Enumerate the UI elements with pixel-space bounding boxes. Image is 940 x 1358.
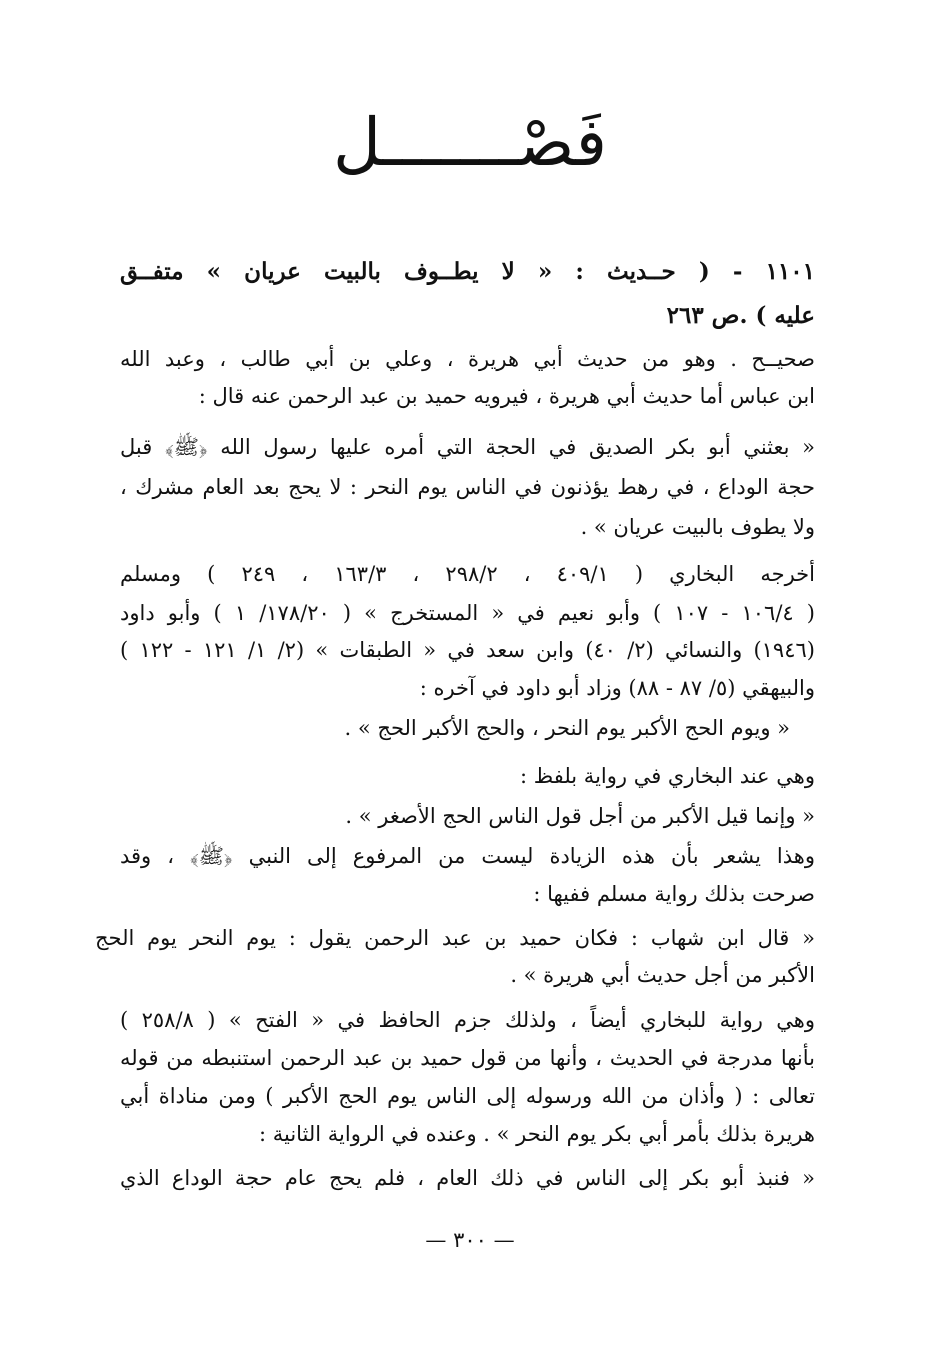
text-line: وهي رواية للبخاري أيضاً ، ولذلك جزم الحافظ في « الفتح » ( ٢٥٨/٨ ) xyxy=(120,1008,815,1032)
text-line: تعالى : ( وأذان من الله ورسوله إلى الناس يوم الحج الأكبر ) ومن مناداة أبي xyxy=(120,1084,815,1108)
text-line: والبيهقي (٥/ ٨٧ - ٨٨) وزاد أبو داود في آخره : xyxy=(419,676,815,700)
text-line: أخرجه البخاري ( ٤٠٩/١ ، ٢٩٨/٢ ، ١٦٣/٣ ، ٢٤٩ ) ومسلم xyxy=(120,562,816,586)
hadith-title-line-2: عليه ) .ص ٢٦٣ xyxy=(666,302,815,329)
text-line: وهذا يشعر بأن هذه الزيادة ليست من المرفوع إلى النبي ﴿ﷺ﴾ ، وقد xyxy=(120,844,815,868)
page-number: — ٣٠٠ — xyxy=(425,1228,515,1252)
text-line: ابن عباس أما حديث أبي هريرة ، فيرويه حميد بن عبد الرحمن عنه قال : xyxy=(198,384,815,408)
quote-line: « وإنما قيل الأكبر من أجل قول الناس الحج الأصغر » . xyxy=(345,804,815,828)
hadith-title-line-1: ١١٠١ - ( حــديث : « لا يطــوف بالبيت عريان » متفــق xyxy=(120,258,815,285)
quote-line: « بعثني أبو بكر الصديق في الحجة التي أمره عليها رسول الله ﴿ﷺ﴾ قبل xyxy=(120,435,815,459)
quote-line: الأكبر من أجل حديث أبي هريرة » . xyxy=(510,963,815,987)
quote-line: « ويوم الحج الأكبر يوم النحر ، والحج الأكبر الحج » . xyxy=(344,716,790,740)
text-line: هريرة بذلك بأمر أبي بكر يوم النحر » . وعنده في الرواية الثانية : xyxy=(258,1122,815,1146)
text-line: صحيــح . وهو من حديث أبي هريرة ، وعلي بن أبي طالب ، وعبد الله xyxy=(120,347,815,371)
quote-line: « قال ابن شهاب : فكان حميد بن عبد الرحمن يقول : يوم النحر يوم الحج xyxy=(95,926,815,950)
text-line: ( ١٠٦/٤ - ١٠٧ ) وأبو نعيم في « المستخرج » ( ١٧٨/٢٠/ ١ ) وأبو داود xyxy=(120,601,815,625)
quote-line: ولا يطوف بالبيت عريان » . xyxy=(580,515,815,539)
quote-line: حجة الوداع ، في رهط يؤذنون في الناس يوم النحر : لا يحج بعد العام مشرك ، xyxy=(120,475,815,499)
text-line: وهي عند البخاري في رواية بلفظ : xyxy=(520,764,815,788)
text-line: صرحت بذلك رواية مسلم ففيها : xyxy=(533,882,815,906)
text-line: بأنها مدرجة في الحديث ، وأنها من قول حميد بن عبد الرحمن استنبطه من قوله xyxy=(120,1046,815,1070)
section-heading: فَصْـــــــل xyxy=(332,104,608,181)
quote-line: « فنبذ أبو بكر إلى الناس في ذلك العام ، فلم يحج عام حجة الوداع الذي xyxy=(120,1166,816,1190)
text-line: (١٩٤٦) والنسائي (٢/ ٤٠) وابن سعد في « الطبقات » (٢/ ١/ ١٢١ - ١٢٢ ) xyxy=(120,638,815,662)
